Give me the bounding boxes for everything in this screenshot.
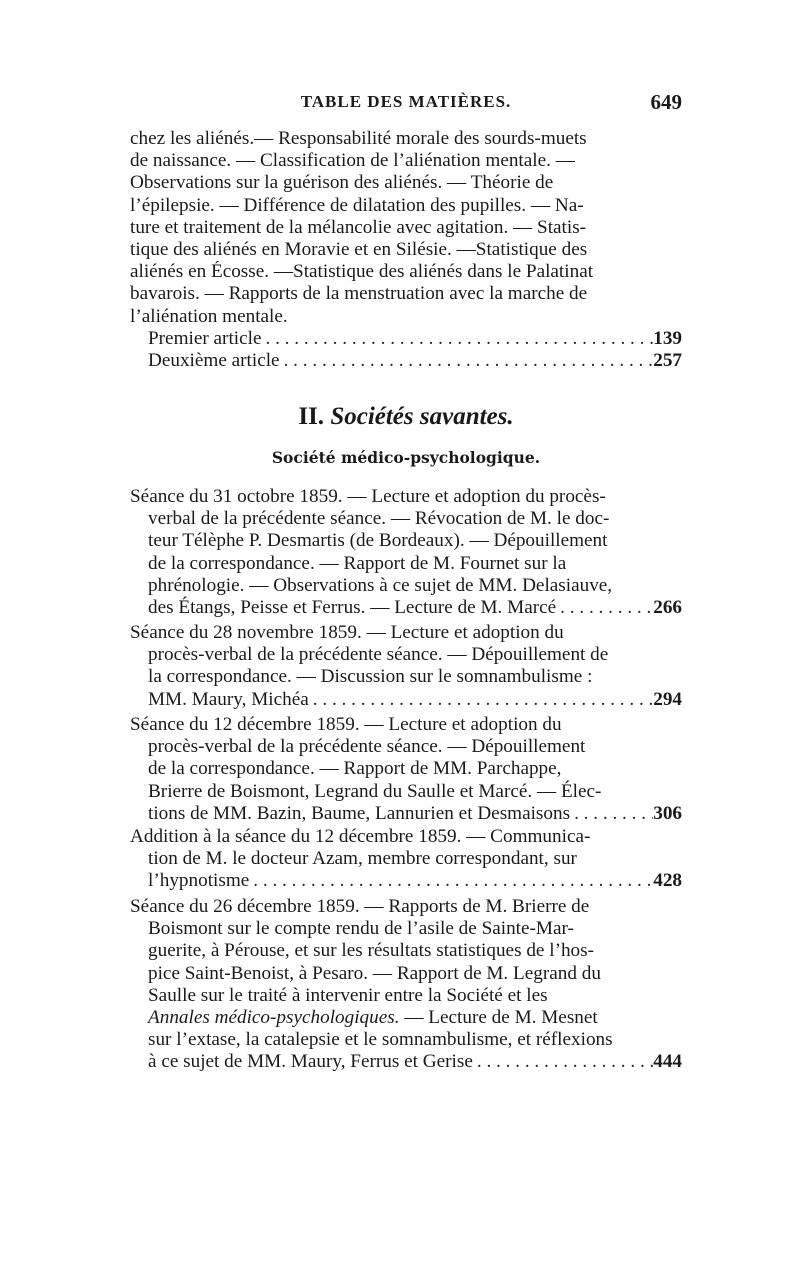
entry-line: Séance du 26 décembre 1859. — Rapports de M. Brierre de [130,896,590,917]
entry-line: Boismont sur le compte rendu de l’asile de Sainte-Mar- [148,918,574,940]
entry-line: pice Saint-Benoist, à Pesaro. — Rapport de M. Legrand du [148,962,601,984]
entry-line: phrénologie. — Observations à ce sujet de MM. Delasiauve, [148,574,613,596]
dot-leader [570,803,653,825]
entry-last-line [130,803,682,825]
entry-line: teur Télèphe P. Desmartis (de Bordeaux). — Dépouillement [148,530,608,552]
entry-last-line [130,870,682,892]
entry-last-text: MM. Maury, Michéa [148,688,309,710]
entry-last-line [130,689,682,711]
intro-line: chez les aliénés.— Responsabilité morale des sourds-muets [130,128,587,149]
article-page: 257 [653,349,682,371]
section-number: II. [298,403,325,430]
entry-line: verbal de la précédente séance. — Révocation de M. le doc- [148,508,610,530]
entry-line: Addition à la séance du 12 décembre 1859. — Communica- [130,826,591,847]
dot-leader [249,870,653,892]
intro-line: l’aliénation mentale. [130,305,288,327]
entry-last-text: l’hypnotisme [148,870,250,892]
dot-leader [556,597,653,619]
toc-entry-seance-12-decembre[interactable] [130,714,682,825]
intro-line: l’épilepsie. — Différence de dilatation des pupilles. — Na- [130,194,584,216]
entry-page: 294 [653,688,682,710]
article-label: Deuxième article [148,349,280,371]
intro-line: aliénés en Écosse. —Statistique des aliénés dans le Palatinat [130,261,594,283]
toc-entry-seance-31-octobre[interactable] [130,486,682,619]
entry-page: 306 [653,802,682,824]
entry-page: 444 [653,1051,682,1073]
article-page: 139 [653,327,682,349]
toc-entry-seance-26-decembre[interactable] [130,896,682,1074]
dot-leader [261,328,653,350]
entry-line: Séance du 31 octobre 1859. — Lecture et adoption du procès- [130,486,606,507]
dot-leader [309,689,653,711]
entry-line: tion de M. le docteur Azam, membre correspondant, sur [148,848,577,870]
entry-line: procès-verbal de la précédente séance. — Dépouillement de [148,644,609,666]
toc-entry-deuxieme-article[interactable] [130,350,682,372]
entry-line: sur l’extase, la catalepsie et le somnambulisme, et réflexions [148,1029,613,1051]
subsection-heading: Société médico-psychologique. [271,448,541,467]
entry-line: procès-verbal de la précédente séance. — Dépouillement [148,736,586,758]
toc-entry-premier-article[interactable] [130,328,682,350]
toc-entry-addition-12-decembre[interactable] [130,826,682,893]
article-label: Premier article [148,327,262,349]
entry-line: de la correspondance. — Rapport de MM. Parchappe, [148,758,562,780]
entry-line: Séance du 12 décembre 1859. — Lecture et adoption du [130,714,562,735]
journal-title: Annales médico-psychologiques. [148,1006,400,1028]
header-title: TABLE DES MATIÈRES. [300,92,512,111]
intro-line: ture et traitement de la mélancolie avec agitation. — Statis- [130,216,587,238]
page-number: 649 [650,90,682,114]
dot-leader [473,1051,653,1073]
entry-line: de la correspondance. — Rapport de M. Fournet sur la [148,552,567,574]
entry-line: Brierre de Boismont, Legrand du Saulle et Marcé. — Élec- [148,780,602,802]
dot-leader [280,350,654,372]
entry-last-text: tions de MM. Bazin, Baume, Lannurien et Desmaisons [148,802,571,824]
toc-entry-seance-28-novembre[interactable] [130,622,682,711]
entry-last-line [130,597,682,619]
entry-line: guerite, à Pérouse, et sur les résultats statistiques de l’hos- [148,940,595,962]
section-heading [130,403,682,431]
intro-line: bavarois. — Rapports de la menstruation avec la marche de [130,283,588,305]
entry-line: la correspondance. — Discussion sur le somnambulisme : [148,666,593,688]
intro-line: de naissance. — Classification de l’aliénation mentale. — [130,150,575,172]
entry-line: Séance du 28 novembre 1859. — Lecture et adoption du [130,622,564,643]
entry-last-text: à ce sujet de MM. Maury, Ferrus et Gerise [148,1051,473,1073]
intro-line: tique des aliénés en Moravie et en Silésie. —Statistique des [130,238,588,260]
intro-line: Observations sur la guérison des aliénés. — Théorie de [130,172,554,194]
entry-last-text: des Étangs, Peisse et Ferrus. — Lecture de M. Marcé [148,596,557,618]
entry-page: 266 [653,596,682,618]
running-header [130,92,682,120]
entry-line: Annales médico-psychologiques. — Lecture de M. Mesnet [148,1006,598,1028]
entry-last-line [130,1051,682,1073]
section-title: Sociétés savantes. [330,403,514,430]
entry-page: 428 [653,870,682,892]
entry-line: Saulle sur le traité à intervenir entre la Société et les [148,984,548,1006]
intro-paragraph [130,128,682,372]
